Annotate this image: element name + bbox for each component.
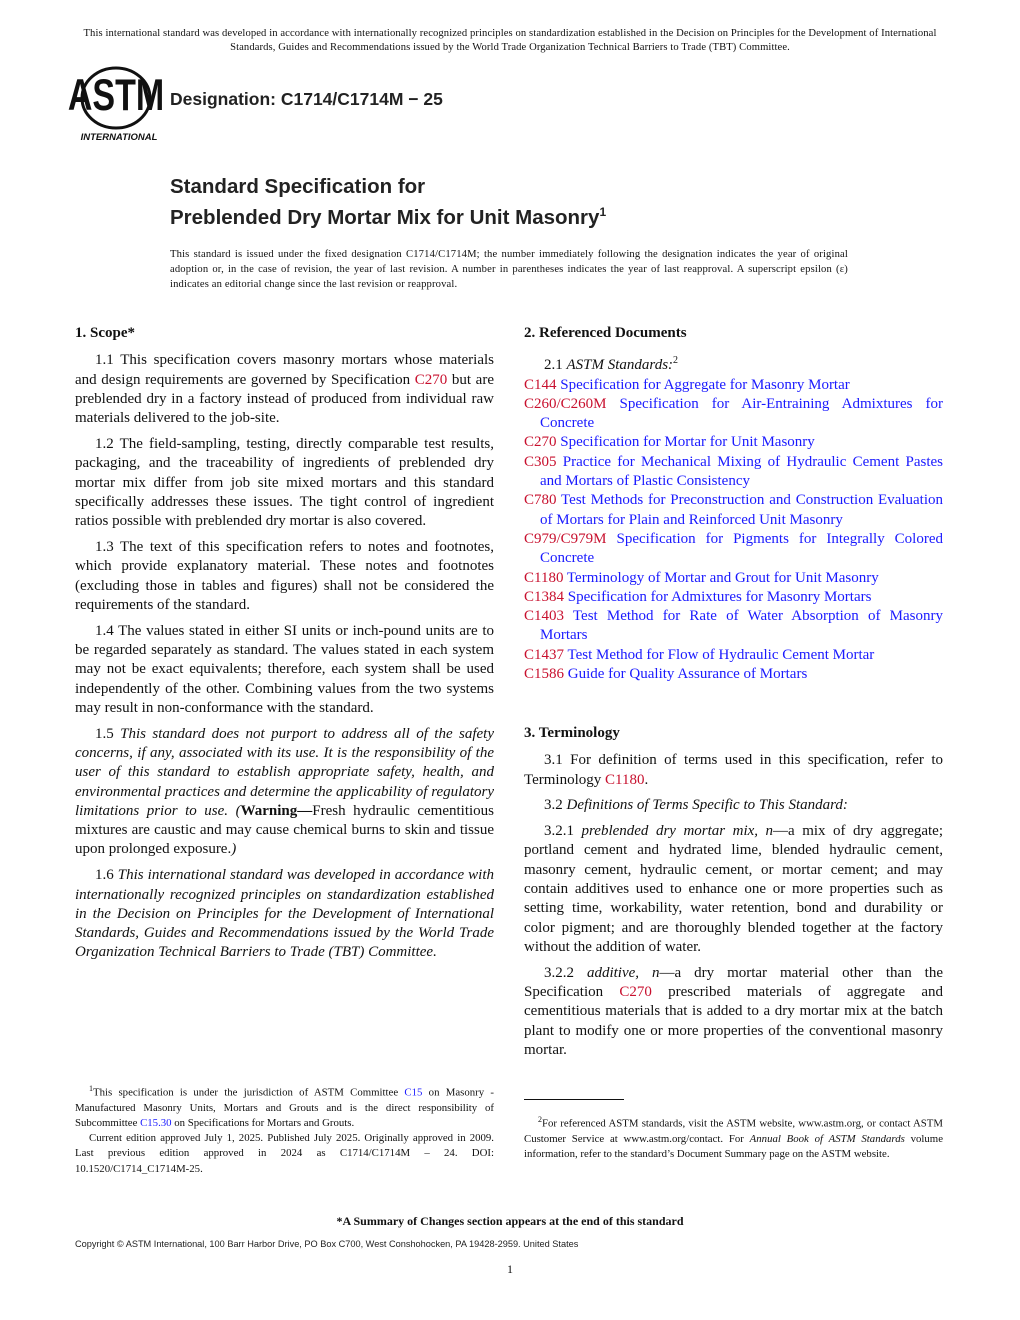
reference-title-link[interactable]: Specification for Aggregate for Masonry Mortar	[556, 376, 850, 393]
text-run: This international standard was developed in accordance with internationally recognized principles on standardization established in the Decision on Principles for the Development of International Standards, Guides and Recommendations issued by the World Trade Organization Technical Barriers to Trade (TBT) Committee.	[75, 867, 494, 961]
reference-item	[524, 376, 943, 395]
referenced-documents-heading: 2. Referenced Documents	[524, 325, 687, 341]
reference-title-link[interactable]: Test Method for Flow of Hydraulic Cement Mortar	[564, 646, 875, 663]
terminology-heading: 3. Terminology	[524, 725, 620, 741]
reference-code-link[interactable]: C1180	[524, 569, 564, 586]
reference-code-link[interactable]: C1437	[524, 646, 565, 663]
reference-item	[524, 607, 943, 646]
reference-link[interactable]: C15.30	[140, 1117, 172, 1129]
reference-item	[524, 588, 943, 607]
scope-heading: 1. Scope*	[75, 325, 135, 341]
reference-title-link[interactable]: Terminology of Mortar and Grout for Unit Masonry	[563, 569, 879, 586]
text-run: )	[231, 841, 237, 858]
reference-code-link[interactable]: C260/C260M	[524, 395, 607, 412]
reference-title-link[interactable]: Guide for Quality Assurance of Mortars	[564, 666, 808, 683]
page-number: 1	[507, 1262, 513, 1276]
text-run: 3.1 For definition of terms used in this specification, refer to Terminology	[524, 752, 943, 788]
text-run: 1.3 The text of this specification refers to notes and footnotes, which provide explanatory material. These notes and footnotes (excluding those in tables and figures) shall not be considered the requirements of the standard.	[75, 538, 494, 613]
text-run: on Specifications for Mortars and Grouts.	[171, 1117, 355, 1129]
text-run: volume information, refer to the standard’s Document Summary page on the ASTM website.	[524, 1132, 943, 1160]
scope-paragraph	[75, 725, 494, 860]
reference-item	[524, 491, 943, 530]
text-run: This specification is under the jurisdiction of ASTM Committee	[93, 1086, 405, 1099]
footnotes-left	[75, 1081, 494, 1177]
reference-code-link[interactable]: C270	[524, 434, 557, 451]
section-scope	[75, 324, 494, 969]
reference-title-link[interactable]: Specification for Admixtures for Masonry Mortars	[564, 588, 872, 605]
ref-intro-footnote-mark: 2	[673, 355, 679, 367]
text-run: 3.2.2	[544, 964, 587, 981]
reference-code-link[interactable]: C144	[524, 376, 557, 393]
text-run: 3.2	[544, 797, 567, 814]
svg-text:ASTM: ASTM	[67, 70, 165, 121]
section-terminology	[524, 724, 943, 1067]
text-run: 1.2 The field-sampling, testing, directly comparable test results, packaging, and the traceability of ingredients of preblended dry mortar mix differ from job site mixed mortars and this standard specifically addresses these issues. The tight control of ingredient ratios possible with preblended dry mortar is also covered.	[75, 435, 494, 530]
text-run: but are preblended dry in a factory instead of produced from individual raw materials delivered to the job-site.	[75, 371, 494, 427]
text-run: 1.4 The values stated in either SI units or inch-pound units are to be regarded separately as standard. The values stated in each system may not be exact equivalents; therefore, each system shall be used independently of the other. Combining values from the two systems may result in non-conformance with the standard.	[75, 622, 494, 716]
footnote-mark: 2	[538, 1115, 542, 1124]
text-run: Warning—	[240, 802, 313, 819]
scope-paragraph	[75, 866, 494, 962]
text-run: 1.5	[95, 725, 121, 742]
text-run: For referenced ASTM standards, visit the ASTM website, www.astm.org, or contact ASTM Customer Service at www.astm.org/contact. For	[524, 1117, 943, 1145]
reference-link[interactable]: C270	[619, 984, 652, 1001]
document-title	[170, 174, 606, 230]
text-run: .	[644, 771, 649, 788]
scope-paragraph	[75, 435, 494, 531]
terminology-paragraph	[524, 822, 943, 957]
text-run: Fresh hydraulic cementitious mixtures are caustic and may cause chemical burns to skin and tissue upon prolonged exposure.	[75, 802, 494, 858]
tbt-notice: This international standard was developed in accordance with internationally recognized principles on standardization established in the Decision on Principles for the Development of International Standards, Guides and Recommendations issued by the World Trade Organization Technical Barriers to Trade (TBT) Committee.	[83, 28, 937, 53]
reference-code-link[interactable]: C305	[524, 453, 557, 470]
reference-title-link[interactable]: Test Method for Rate of Water Absorption of Masonry Mortars	[540, 608, 943, 644]
scope-paragraph	[75, 538, 494, 615]
reference-item	[524, 395, 943, 434]
text-run: Annual Book of ASTM Standards	[749, 1132, 905, 1145]
text-run: —a mix of dry aggregate; portland cement and hydrated lime, blended hydraulic cement, masonry cement, hydraulic cement, or mortar cement; and may contain additives used to enhance one or more properties such as setting time, workability, water retention, bond and durability or color pigment; and are thoroughly blended together at the factory without the addition of water.	[524, 823, 944, 955]
terminology-paragraph	[524, 796, 943, 815]
ref-intro-label: ASTM Standards:	[566, 357, 674, 374]
reference-title-link[interactable]: Test Methods for Preconstruction and Construction Evaluation of Mortars for Plain and Reinforced Unit Masonry	[540, 492, 943, 528]
section-referenced-documents	[524, 324, 943, 684]
footnote-divider	[524, 1099, 624, 1100]
text-run: This standard does not purport to address all of the safety concerns, if any, associated with its use. It is the responsibility of the user of this standard to establish appropriate safety, health, and environmental practices and determine the applicability of regulatory limitations prior to use. (	[75, 725, 495, 819]
reference-code-link[interactable]: C1403	[524, 608, 565, 625]
reference-item	[524, 646, 943, 665]
footnote-mark: 1	[89, 1084, 93, 1093]
reference-item	[524, 530, 943, 569]
scope-paragraph	[75, 622, 494, 718]
reference-title-link[interactable]: Practice for Mechanical Mixing of Hydraulic Cement Pastes and Mortars of Plastic Consistency	[540, 453, 943, 490]
terminology-paragraph	[524, 751, 943, 790]
reference-item	[524, 453, 943, 492]
text-run: —a dry mortar material other than the Specification	[524, 964, 943, 1001]
reference-link[interactable]: C270	[414, 371, 448, 388]
scope-paragraph	[75, 351, 494, 428]
reference-code-link[interactable]: C1384	[524, 588, 565, 605]
summary-of-changes-note: *A Summary of Changes section appears at the end of this standard	[336, 1214, 684, 1228]
text-run: Current edition approved July 1, 2025. Published July 2025. Originally approved in 2009. Last previous edition approved in 2024 as C1714/C1714M – 24. DOI: 10.1520/C1714_C1714M-25.	[75, 1132, 494, 1175]
text-run: 3.2.1	[544, 823, 582, 840]
ref-intro-number: 2.1	[544, 357, 567, 374]
issue-note: This standard is issued under the fixed designation C1714/C1714M; the number immediately following the designation indicates the year of original adoption or, in the case of revision, the year of last revision. A number in parentheses indicates the year of last reapproval. A superscript epsilon (ε) indicates an editorial change since the last revision or reapproval.	[170, 249, 848, 290]
copyright: Copyright © ASTM International, 100 Barr Harbor Drive, PO Box C700, West Conshohocken, PA 19428-2959. United States	[75, 1239, 579, 1249]
reference-item	[524, 665, 943, 684]
reference-item	[524, 433, 943, 452]
reference-title-link[interactable]: Specification for Pigments for Integrally Colored Concrete	[540, 530, 943, 567]
text-run: 1.6	[95, 867, 118, 884]
terminology-paragraph	[524, 964, 943, 1060]
reference-link[interactable]: C1180	[605, 771, 645, 788]
reference-title-link[interactable]: Specification for Mortar for Unit Masonry	[556, 434, 815, 451]
reference-item	[524, 569, 943, 588]
reference-code-link[interactable]: C780	[524, 492, 557, 509]
reference-code-link[interactable]: C979/C979M	[524, 530, 607, 547]
text-run: prescribed materials of aggregate and cementitious materials that is added to a dry mortar mix at the batch plant to modify one or more properties of the conventional masonry mortar.	[524, 984, 944, 1058]
reference-link[interactable]: C15	[404, 1086, 423, 1099]
designation: Designation: C1714/C1714M − 25	[170, 89, 443, 109]
reference-code-link[interactable]: C1586	[524, 666, 565, 683]
svg-text:INTERNATIONAL: INTERNATIONAL	[80, 132, 158, 143]
reference-list	[524, 376, 943, 685]
text-run: preblended dry mortar mix, n	[581, 823, 774, 840]
reference-title-link[interactable]: Specification for Air-Entraining Admixtures for Concrete	[540, 395, 943, 432]
footnote	[75, 1131, 494, 1177]
footnote	[524, 1112, 943, 1162]
title-line-2: Preblended Dry Mortar Mix for Unit Masonry	[170, 205, 600, 229]
text-run: 1.1 This specification covers masonry mortars whose materials and design requirements are governed by Specification	[75, 352, 494, 388]
text-run: on Masonry - Manufactured Masonry Units, Mortars and Grouts and is the direct responsibility of Subcommittee	[75, 1086, 494, 1129]
text-run: additive, n	[586, 964, 660, 981]
astm-logo	[67, 66, 165, 144]
text-run: Definitions of Terms Specific to This Standard:	[566, 797, 848, 814]
footnote	[75, 1081, 494, 1131]
title-footnote-mark: 1	[599, 204, 607, 219]
footnotes-right	[524, 1099, 943, 1162]
title-line-1: Standard Specification for	[170, 175, 426, 198]
